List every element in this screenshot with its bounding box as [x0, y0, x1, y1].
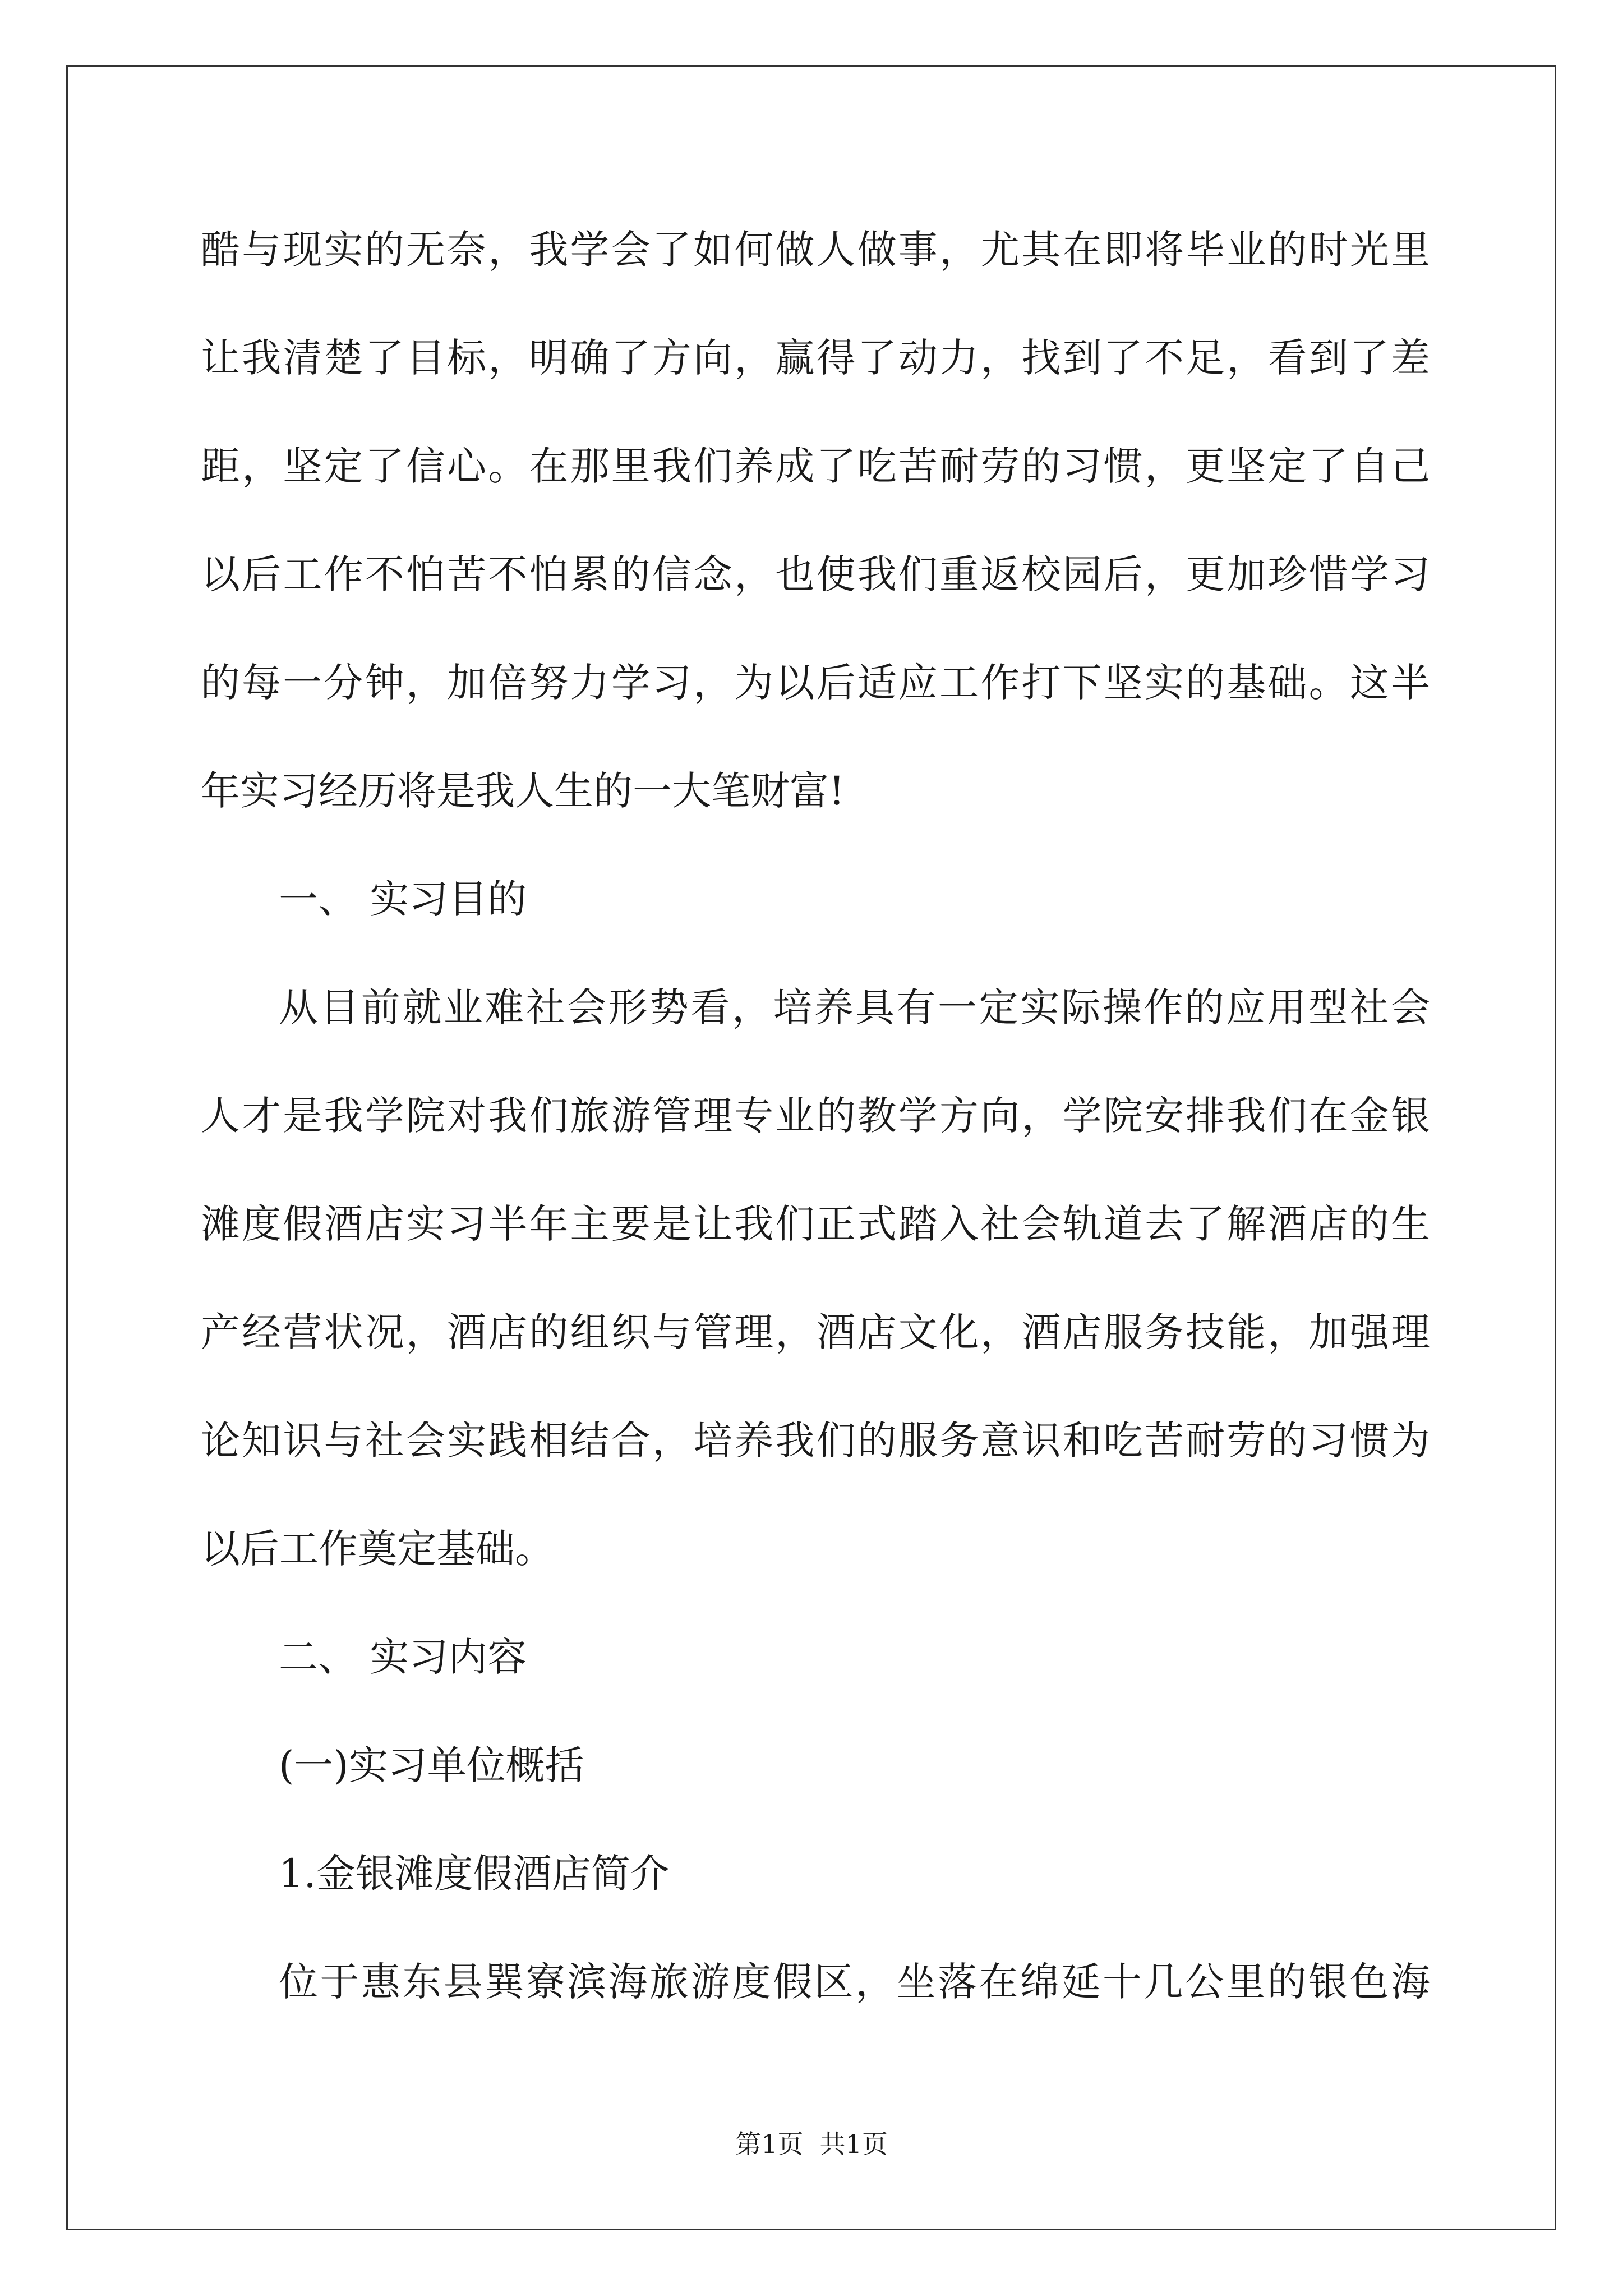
text-line: 产经营状况，酒店的组织与管理，酒店文化，酒店服务技能，加强理: [201, 1309, 1430, 1355]
text-line: 让我清楚了目标，明确了方向，赢得了动力，找到了不足，看到了差: [201, 335, 1430, 381]
text-line: 人才是我学院对我们旅游管理专业的教学方向，学院安排我们在金银: [201, 1093, 1430, 1139]
text-line: 酷与现实的无奈，我学会了如何做人做事，尤其在即将毕业的时光里: [201, 227, 1430, 273]
subsection-heading: 1.金银滩度假酒店简介: [279, 1851, 670, 1897]
text-line: 滩度假酒店实习半年主要是让我们正式踏入社会轨道去了解酒店的生: [201, 1201, 1430, 1247]
text-line: 以后工作不怕苦不怕累的信念，也使我们重返校园后，更加珍惜学习: [201, 551, 1430, 597]
section-heading: 二、 实习内容: [279, 1634, 527, 1680]
text-line: 论知识与社会实践相结合，培养我们的服务意识和吃苦耐劳的习惯为: [201, 1418, 1430, 1464]
page-number-footer: 第1页 共1页: [735, 2129, 888, 2159]
subsection-heading: (一)实习单位概括: [279, 1742, 584, 1788]
text-line: 从目前就业难社会形势看，培养具有一定实际操作的应用型社会: [279, 984, 1430, 1030]
text-line: 以后工作奠定基础。: [201, 1526, 554, 1572]
text-line: 的每一分钟，加倍努力学习，为以后适应工作打下坚实的基础。这半: [201, 660, 1430, 706]
section-heading: 一、 实习目的: [279, 876, 527, 922]
text-line: 年实习经历将是我人生的一大笔财富!: [201, 768, 845, 814]
text-line: 位于惠东县巽寮滨海旅游度假区，坐落在绵延十几公里的银色海: [279, 1959, 1430, 2005]
text-line: 距，坚定了信心。在那里我们养成了吃苦耐劳的习惯，更坚定了自己: [201, 443, 1430, 489]
